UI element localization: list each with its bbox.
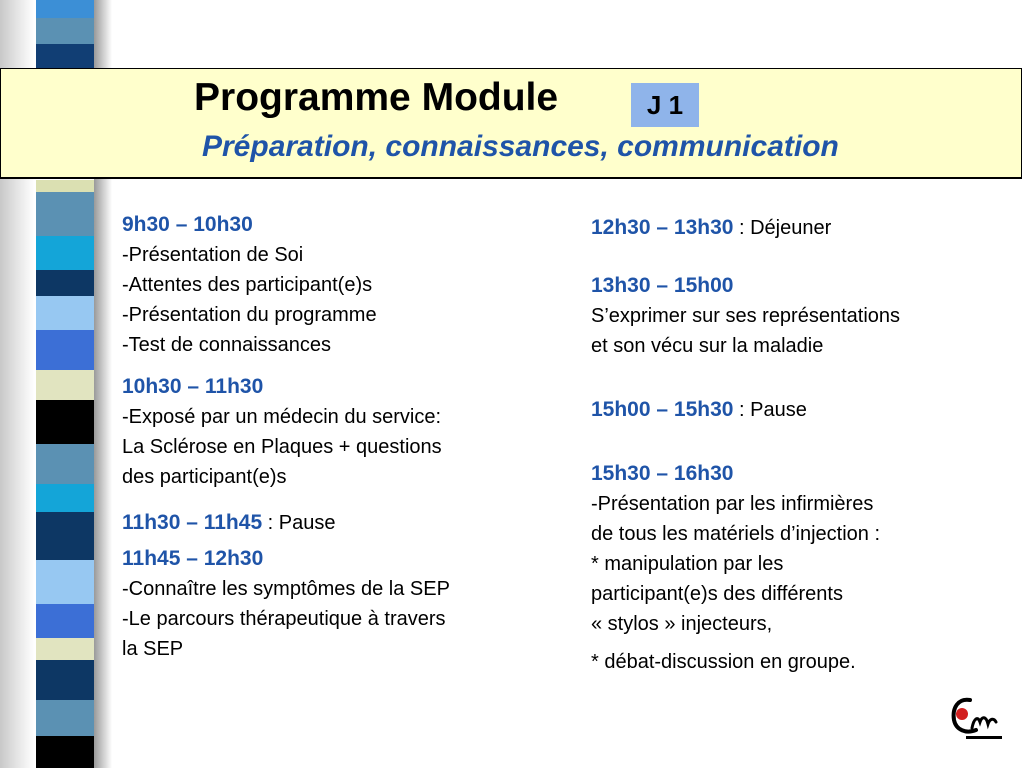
strip-bar bbox=[36, 270, 94, 296]
strip-bar bbox=[36, 44, 94, 68]
page-subtitle: Préparation, connaissances, communication bbox=[202, 130, 839, 163]
strip-bar bbox=[36, 660, 94, 700]
schedule-line: la SEP bbox=[122, 638, 184, 660]
schedule-line: * manipulation par les bbox=[591, 553, 784, 575]
strip-bar bbox=[36, 700, 94, 736]
schedule-line: de tous les matériels d’injection : bbox=[591, 523, 881, 545]
time-slot: 11h30 – 11h45 bbox=[122, 511, 263, 534]
schedule-block bbox=[122, 544, 450, 664]
logo-icon bbox=[948, 692, 1006, 744]
strip-bar bbox=[36, 560, 94, 604]
schedule-line: -Attentes des participant(e)s bbox=[122, 274, 373, 296]
strip-bar bbox=[36, 512, 94, 560]
time-slot: 11h45 – 12h30 bbox=[122, 547, 264, 570]
strip-bar bbox=[36, 444, 94, 484]
strip-bar bbox=[36, 638, 94, 660]
time-slot: 9h30 – 10h30 bbox=[122, 213, 253, 236]
slot-label: : Pause bbox=[733, 399, 807, 421]
schedule-line: La Sclérose en Plaques + questions bbox=[122, 436, 442, 458]
time-slot: 15h30 – 16h30 bbox=[591, 462, 734, 485]
strip-bar bbox=[36, 330, 94, 370]
time-slot: 10h30 – 11h30 bbox=[122, 375, 264, 398]
schedule-block bbox=[591, 213, 900, 243]
schedule-block bbox=[122, 372, 450, 492]
schedule-line: des participant(e)s bbox=[122, 466, 287, 488]
slot-label: : Déjeuner bbox=[733, 217, 832, 239]
schedule-line: -Présentation du programme bbox=[122, 304, 377, 326]
slot-label: : Pause bbox=[262, 512, 336, 534]
strip-bar bbox=[36, 18, 94, 44]
strip-bar bbox=[36, 370, 94, 400]
schedule-block bbox=[591, 271, 900, 361]
right-schedule-column bbox=[591, 213, 900, 677]
schedule-line: -Présentation par les infirmières bbox=[591, 493, 874, 515]
day-badge: J 1 bbox=[631, 83, 699, 127]
strip-bar bbox=[36, 180, 94, 192]
schedule-line: « stylos » injecteurs, bbox=[591, 613, 773, 635]
schedule-block bbox=[591, 459, 900, 677]
schedule-line: -Connaître les symptômes de la SEP bbox=[122, 578, 450, 600]
strip-bar bbox=[36, 604, 94, 638]
schedule-block bbox=[122, 210, 450, 360]
strip-bar bbox=[36, 236, 94, 270]
page-title: Programme Module bbox=[194, 76, 559, 119]
schedule-line: et son vécu sur la maladie bbox=[591, 335, 824, 357]
schedule-line: S’exprimer sur ses représentations bbox=[591, 305, 901, 327]
strip-bar bbox=[36, 296, 94, 330]
strip-bar bbox=[36, 400, 94, 444]
time-slot: 13h30 – 15h00 bbox=[591, 274, 734, 297]
schedule-line: -Test de connaissances bbox=[122, 334, 332, 356]
schedule-line: -Présentation de Soi bbox=[122, 244, 304, 266]
strip-bar bbox=[36, 736, 94, 768]
strip-bar bbox=[36, 192, 94, 236]
schedule-line: -Exposé par un médecin du service: bbox=[122, 406, 442, 428]
strip-bar bbox=[36, 0, 94, 18]
schedule-line: * débat-discussion en groupe. bbox=[591, 651, 856, 673]
schedule-block bbox=[122, 508, 450, 538]
time-slot: 15h00 – 15h30 bbox=[591, 398, 734, 421]
left-schedule-column bbox=[122, 210, 450, 664]
time-slot: 12h30 – 13h30 bbox=[591, 216, 734, 239]
strip-bar bbox=[36, 484, 94, 512]
schedule-line: -Le parcours thérapeutique à travers bbox=[122, 608, 446, 630]
schedule-line: participant(e)s des différents bbox=[591, 583, 843, 605]
schedule-block bbox=[591, 395, 900, 425]
